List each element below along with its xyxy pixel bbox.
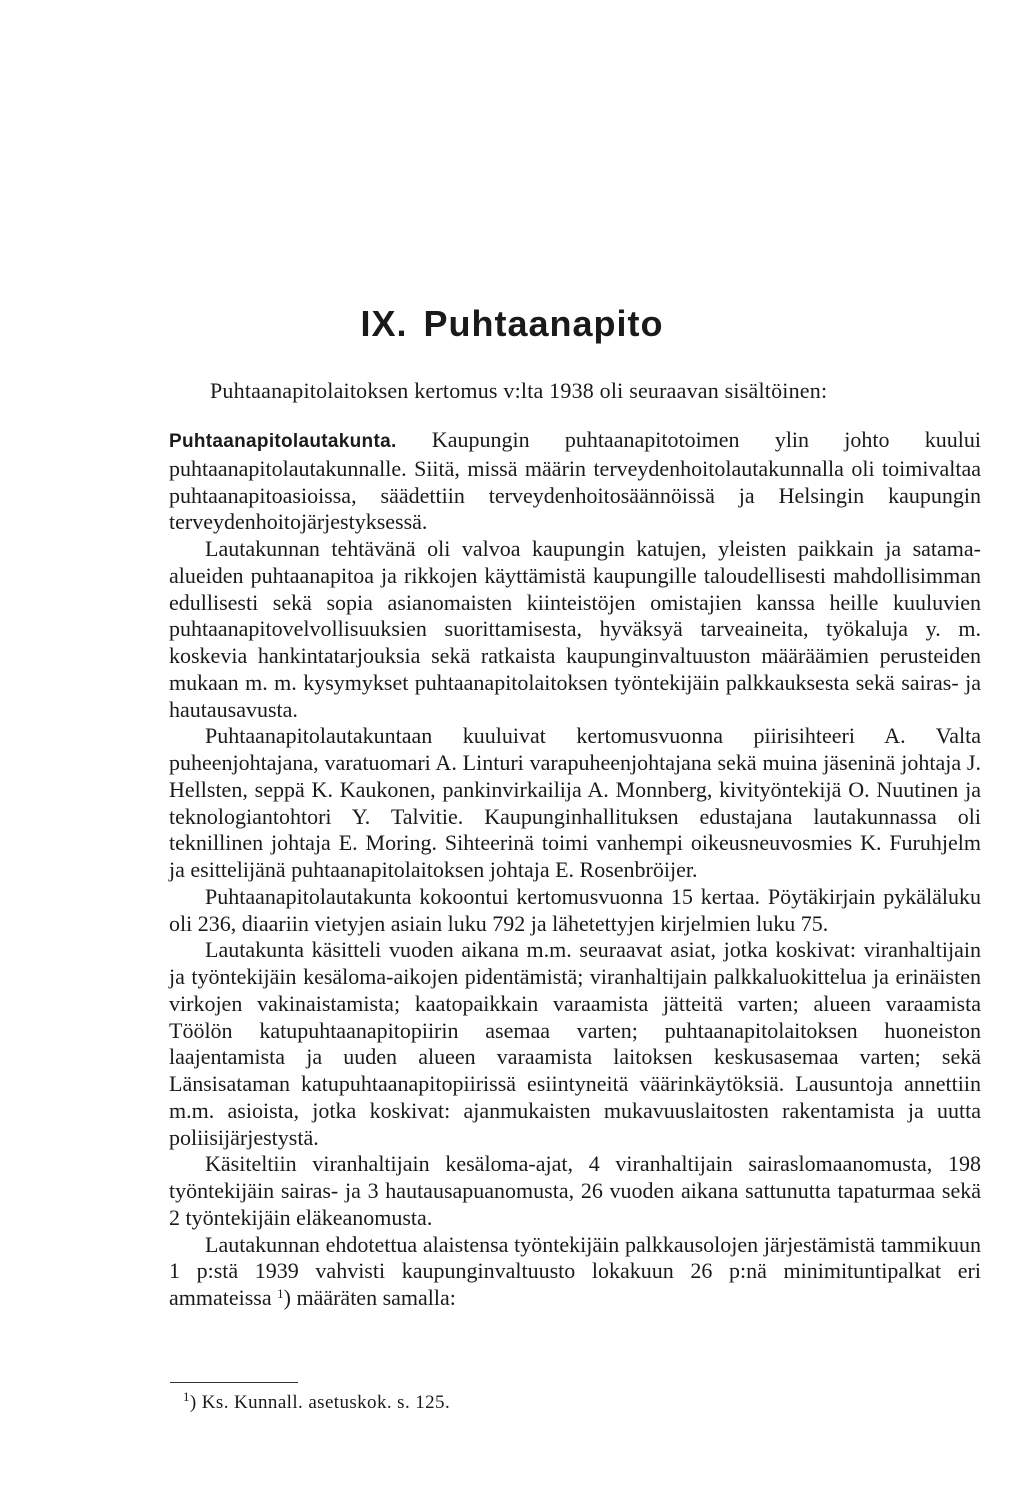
paragraph-wages [169, 1232, 981, 1312]
paragraph-matters: Lautakunta käsitteli vuoden aikana m.m. seuraavat asiat, jotka koskivat: viranhaltijain ja työntekijäin kesäloma-aikojen pidentämistä; viranhaltijain palkkaluokittelua ja erinäisten virkojen vakinaistamista; kaatopaikkain varaamista jätteitä varten; alueen varaamista Töölön katupuhtaanapitopiirin asemaa varten; puhtaanapitolaitoksen huoneiston laajentamista ja uuden alueen varaamista laitoksen keskusasemaa varten; sekä Länsisataman katupuhtaanapitopiirissä esiintyneitä väärinkäytöksiä. Lausuntoja annettiin m.m. asioista, jotka koskivat: ajanmukaisten mukavuuslaitosten rakentamista ja uutta poliisijärjestystä. [169, 937, 981, 1150]
paragraph-duties: Lautakunnan tehtävänä oli valvoa kaupungin katujen, yleisten paikkain ja satama-alueiden puhtaanapitoa ja rikkojen käyttämistä kaupungille taloudellisesti mahdollisimman edullisesti sekä sopia asianomaisten kiinteistöjen omistajien kanssa heille kuuluvien puhtaanapitovelvollisuuksien suorittamisesta, hyväksyä tarveaineita, työkaluja y. m. koskevia hankintatarjouksia sekä ratkaista kaupunginvaltuuston määräämien perusteiden mukaan m. m. kysymykset puhtaanapitolaitoksen työntekijäin palkkauksesta sekä sairas- ja hautausavusta. [169, 536, 981, 722]
footnote [183, 1390, 450, 1416]
paragraph-applications: Käsiteltiin viranhaltijain kesäloma-ajat, 4 viranhaltijain sairaslomaanomusta, 198 työntekijäin sairas- ja 3 hautausapuanomusta, 26 vuoden aikana sattunutta tapaturmaa sekä 2 työntekijäin eläkeanomusta. [169, 1151, 981, 1230]
footnote-mark-tail: ) [189, 1392, 197, 1413]
footnote-text: Ks. Kunnall. asetuskok. s. 125. [196, 1392, 451, 1413]
paragraph-meetings: Puhtaanapitolautakunta kokoontui kertomusvuonna 15 kertaa. Pöytäkirjain pykäläluku oli 236, diaariin vietyjen asiain luku 792 ja lähetettyjen kirjelmien luku 75. [169, 883, 981, 936]
section-heading: Puhtaanapitolautakunta. [169, 431, 397, 452]
chapter-numeral: IX. [360, 303, 408, 344]
intro-line: Puhtaanapitolaitoksen kertomus v:lta 1938 oli seuraavan sisältöinen: [210, 378, 828, 403]
body-text [169, 427, 981, 1312]
section-lead-text: Kaupungin puhtaanapitotoimen ylin johto kuului puhtaanapitolautakunnalle. Siitä, missä määrin terveydenhoitolautakunnalla oli toimivaltaa puhtaanapitoasioissa, säädettiin terveydenhoitosäännöissä ja Helsingin kaupungin terveydenhoitojärjestyksessä. [169, 427, 981, 535]
wages-text: Lautakunnan ehdotettua alaistensa työntekijäin palkkausolojen järjestämistä tammikuun 1 p:stä 1939 vahvisti kaupunginvaltuusto lokakuun 26 p:nä minimituntipalkat eri ammateissa [169, 1231, 981, 1310]
footnote-rule [170, 1382, 298, 1383]
chapter-name: Puhtaanapito [423, 303, 664, 344]
footnote-mark: 1 [183, 1389, 190, 1404]
paragraph-members: Puhtaanapitolautakuntaan kuuluivat kertomusvuonna piirisihteeri A. Valta puheenjohtajana, varatuomari A. Linturi varapuheenjohtajana sekä muina jäseninä johtaja J. Hellsten, seppä K. Kaukonen, pankinvirkailija A. Monnberg, kivityöntekijä O. Nuutinen ja teknologiantohtori Y. Talvitie. Kaupunginhallituksen edustajana lautakunnassa oli teknillinen johtaja E. Moring. Sihteerinä toimi vanhempi oikeusneuvosmies K. Furuhjelm ja esittelijänä puhtaanapitolaitoksen johtaja E. Rosenbröijer. [169, 723, 981, 882]
chapter-title [0, 303, 1024, 345]
footnote-reference: 1 [277, 1286, 284, 1301]
wages-tail: ) määräten samalla: [283, 1285, 456, 1310]
section-paragraph [169, 427, 981, 536]
